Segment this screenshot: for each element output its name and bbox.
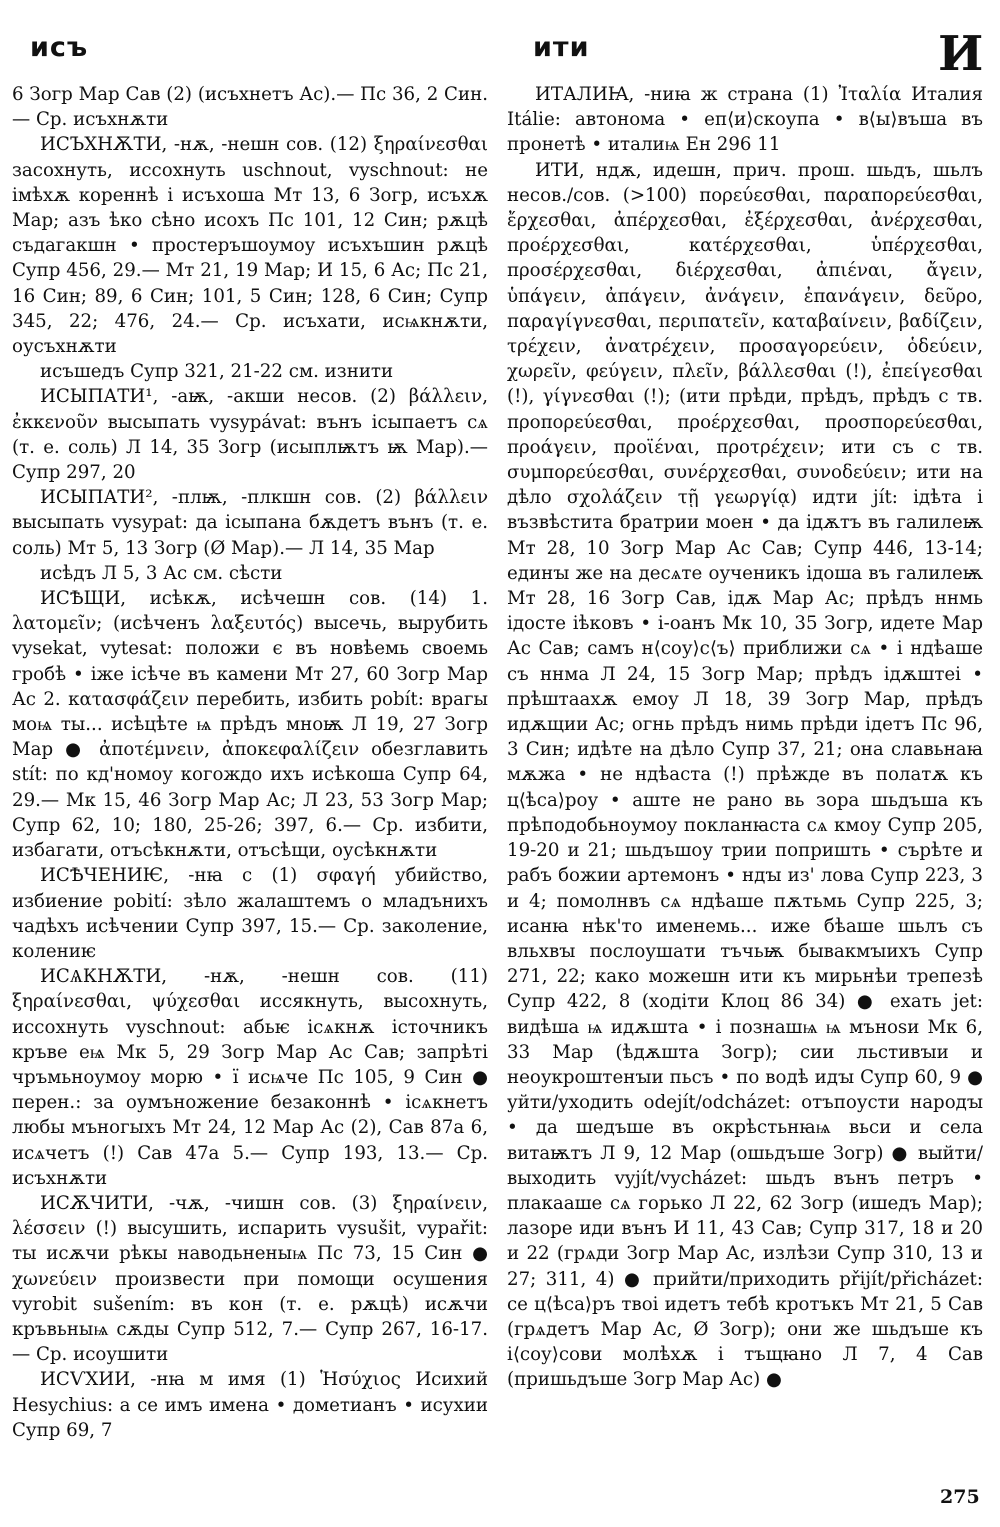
dictionary-entry: ИСѦКНѪТИ, -нѫ, -нешн сов. (11) ξηραίνεσθαι, ψύχεσθαι иссякнуть, высохнуть, иссохнуть vyschnout: абьѥ ісѧкнѫ істочникъ кръве еѩ Мк 5, 29 Зогр Мар Ас Сав; запрѣті чръмьноумоу морю • ї исѩче Пс 105, 9 Син ● перен.: за оумъножение безаконнѣ • ісѧкнетъ любы мъногыхъ Мт 24, 12 Мар Ас (2), Сав 87а 6, исѧчетъ (!) Сав 47а 5.— Супр 193, 13.— Ср. исъхнѫти — [12, 966, 488, 1189]
right-column — [507, 82, 983, 1393]
header-first-word: исъ — [30, 32, 89, 63]
running-header — [0, 26, 1000, 82]
page-number: 275 — [940, 1486, 980, 1508]
dictionary-entry: 6 Зогр Мар Сав (2) (исъхнетъ Ас).— Пс 36, 2 Син.— Ср. исъхнѫти — [12, 84, 488, 131]
header-last-word: ити — [533, 32, 590, 63]
left-column — [12, 82, 488, 1443]
dictionary-entry: исѣдъ Л 5, 3 Ас см. сѣсти — [40, 562, 283, 584]
dictionary-entry: ИСѪЧИТИ, -чѫ, -чишн сов. (3) ξηραίνειν, λέσσειν (!) высушить, испарить vysušit, vypařit: ты исѫчи рѣкы наводьненыѩ Пс 73, 15 Син ● χωνεύειν произвести при помощи осушения vyrobit sušením: въ кон (т. е. рѫцѣ) исѫчи кръвьныѩ сѫды Супр 512, 7.— Супр 267, 16-17.— Ср. исоушити — [12, 1192, 488, 1366]
dictionary-entry: исъшедъ Супр 321, 21-22 см. изнити — [40, 361, 394, 383]
header-letter: И — [938, 26, 984, 82]
dictionary-entry: ИСѢЩИ, исѣкѫ, исѣчешн сов. (14) 1. λατομεῖν; (исѣченъ λαξευτός) высечь, вырубить vysekat, vytesat: положи є въ новѣемь своемь гробѣ • іже ісѣче въ камени Мт 27, 60 Зогр Мар Ас 2. κατασφάζειν перебить, избить pobít: врагы моѩ ты... исѣцѣте ѩ прѣдъ мноѭ Л 19, 27 Зогр Мар ● ἀποτέμνειν, ἀποκεφαλίζειν обезглавить stít: по кд'номоу когождо ихъ исѣкоша Супр 64, 29.— Мк 15, 46 Зогр Мар Ас; Л 23, 53 Зогр Мар; Супр 62, 10; 180, 25-26; 397, 6.— Ср. избити, избагати, отъсѣкнѫти, отъсѣщи, оусѣкнѫти — [12, 588, 488, 862]
dictionary-entry: ИСѴХИИ, -нꙗ м имя (1) Ἡσύχιος Исихий Hesychius: а се имъ имена • дометианъ • исухии Супр 69, 7 — [12, 1369, 488, 1441]
dictionary-entry: ИТИ, ндѫ, идешн, прич. прош. шьдъ, шьлъ несов./сов. (>100) πορεύεσθαι, παραπορεύεσθαι, ἔρχεσθαι, ἀπέρχεσθαι, ἐξέρχεσθαι, ἀνέρχεσθαι, προέρχεσθαι, κατέρχεσθαι, ὑπέρχεσθαι, προσέρχεσθαι, διέρχεσθαι, ἀπιέναι, ἄγειν, ὑπάγειν, ἀπάγειν, ἀνάγειν, ἐπανάγειν, δεῦρο, παραγίγνεσθαι, περιπατεῖν, καταβαίνειν, βαδίζειν, τρέχειν, ἀνατρέχειν, προσαγορεύειν, ὁδεύειν, χωρεῖν, φεύγειν, πλεῖν, βάλλεσθαι (!), ἐπείγεσθαι (!), γίγνεσθαι (!); (ити прѣди, прѣдъ, прѣдъ с тв. προπορεύεσθαι, προέρχεσθαι, προσπορεύεσθαι, προάγειν, προϊέναι, προτρέχειν; ити съ с тв. συμπορεύεσθαι, συνέρχεσθαι, συνοδεύειν; ити на дѣло σχολάζειν τῇ γεωργίᾳ) идти jít: ідѣта і възвѣститa братрии моен • да ідѫтъ въ галилеѭ Мт 28, 10 Зогр Мар Ас Сав; Супр 446, 13-14; единꙑ же на десѧте оученикъ ідоша въ галилеѭ Мт 28, 16 Зогр Сав, ідѫ Мар Ас; прѣдъ ннмь ідосте іѣковъ • і-оанъ Мк 10, 35 Зогр, идете Мар Ас Сав; самъ н⟨соу⟩с⟨ъ⟩ приближи сѧ • і ндѣаше съ ннма Л 24, 15 Зогр Мар; прѣдъ ідѫштеі • прѣштаахѫ емоу Л 18, 39 Зогр Мар, прѣдъ идѫщии Ас; огнь прѣдъ нимь прѣди ідетъ Пс 96, 3 Син; идѣте на дѣло Супр 37, 21; она славьнаꙗ мѫжа • не ндѣаста (!) прѣжде въ полатѫ къ ц⟨ѣса⟩роу • аште не рано вь зора шьдъша къ прѣподобьноумоу покланꙗста сѧ кмоу Супр 205, 19-20 и 21; шьдъшоу трии попришть • сърѣте и рабъ божии артемонъ • ндꙑ из' лова Супр 223, 3 и 4; помолнвъ сѧ ндѣаше пѫтьмь Супр 225, 3; исанꙗ нѣк'то именемь... иже бѣаше шьлъ съ вльхвꙑ послоушати тъчьѭ бывакмꙑихъ Супр 271, 22; како можешн ити къ мирьнѣи трепезѣ Супр 422, 8 (ходіти Клоц 86 34) ● exать jet: видѣша ѩ идѫшта • і познашѩ ѩ мъноѕи Мк 6, 33 Мар (ѣдѫшта Зогр); сии льстивꙑи и неоукроштенꙑи пьсъ • по водѣ идꙑ Супр 60, 9 ● уйти/уходить odejít/odcházet: отъпоусти народꙑ • да шедъше въ окрѣстьнꙗѩ вьси и села витаѭтъ Л 9, 12 Мар (ошьдъше Зогр) ● выйти/выходить vyjít/vycházet: шьдъ вънъ петръ • плакааше сѧ горько Л 22, 62 Зогр (ишедъ Мар); лазоре иди вънъ И 11, 43 Сав; Супр 317, 18 и 20 и 22 (грѧди Зогр Мар Ас, излѣзи Супр 310, 13 и 27; 311, 4) ● прийти/приходить přijít/přicházet: се ц⟨ѣса⟩ръ твоі идетъ тебѣ кротъкъ Мт 21, 5 Сав (грѧдетъ Мар Ас, Ø Зогр); они же шьдъше къ і⟨соу⟩сови молѣхѫ і тъщꙗно Л 7, 4 Сав (пришьдъше Зогр Мар Ас) ● — [507, 159, 983, 1391]
dictionary-entry: ИТАЛИꙖ, -ниꙗ ж страна (1) Ἰταλία Италия Itálie: автонома • еп⟨и⟩скоупа • в⟨ы⟩въша въ пронетѣ • италиѩ Ен 296 11 — [507, 84, 983, 156]
dictionary-entry: ИСЪХНѪТИ, -нѫ, -нешн сов. (12) ξηραίνεσθαι засохнуть, иссохнуть uschnout, vyschnout: не імѣхѫ кореннѣ і исъхоша Мт 13, 6 Зогр, исъхѫ Мар; азъ ѣко сѣно исохъ Пс 101, 12 Син; рѫцѣ съдагакшн • простеръшоумоу исъхъшин рѫцѣ Супр 456, 29.— Мт 21, 19 Мар; И 15, 6 Ас; Пс 21, 16 Син; 89, 6 Син; 101, 5 Син; 128, 6 Син; Супр 345, 22; 476, 24.— Ср. исъхати, исѩкнѫти, оусъхнѫти — [12, 134, 488, 358]
dictionary-entry: ИСЫПАТИ¹, -аѭ, -акши несов. (2) βάλλειν, ἐκκενοῦν высыпать vysypávat: вънъ іcыпаетъ сѧ (т. е. соль) Л 14, 35 Зогр (исыплѭтъ ѭ Мар).— Супр 297, 20 — [12, 386, 488, 484]
dictionary-entry: ИСѢЧЕНИѤ, -нꙗ с (1) σφαγή убийство, избиение pobití: зѣло жалаштемъ о младънихъ чадѣхъ исѣчении Супр 397, 15.— Ср. заколение, колениѥ — [12, 865, 488, 962]
dictionary-entry: ИСЫПАТИ², -плѭ, -плкшн сов. (2) βάλλειν высыпать vysypat: да ісыпана бѫдетъ вънъ (т. е. соль) Мт 5, 13 Зогр (Ø Мар).— Л 14, 35 Мар — [12, 487, 488, 559]
